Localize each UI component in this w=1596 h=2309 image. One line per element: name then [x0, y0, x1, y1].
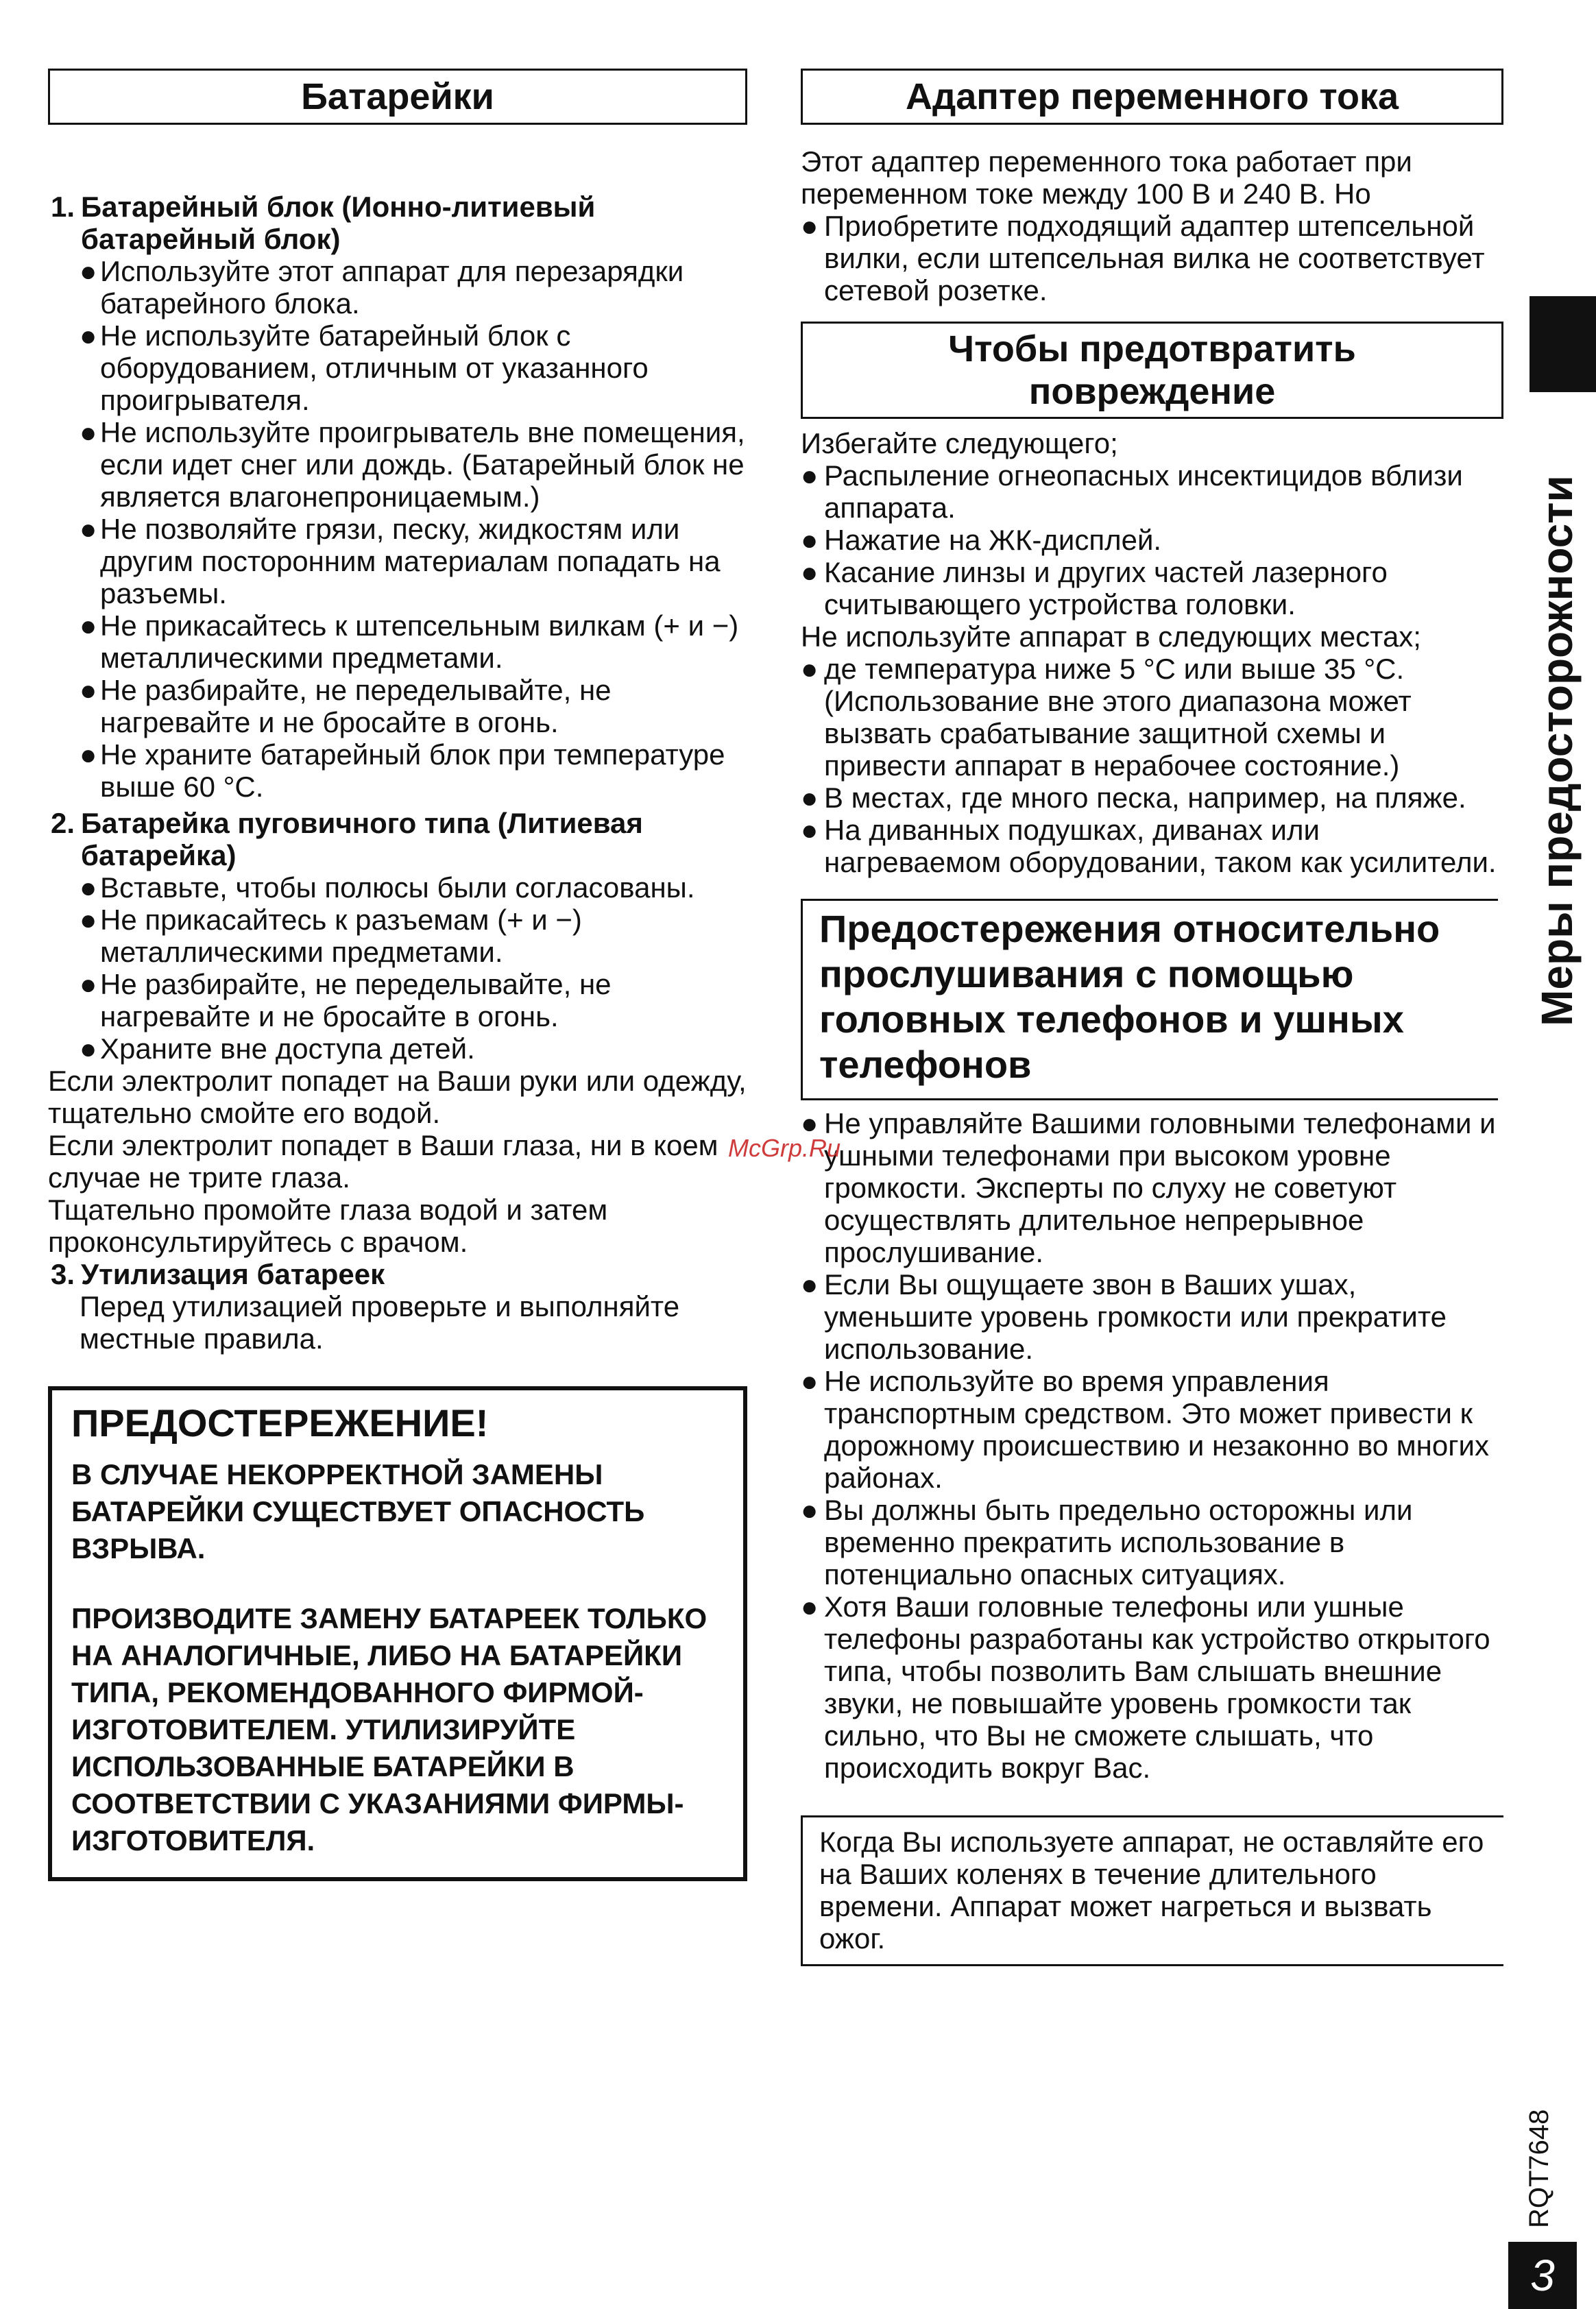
list-item: ● Если Вы ощущаете звон в Ваших ушах, уменьшите уровень громкости или прекратите использование.: [801, 1268, 1447, 1365]
section-1-number: 1.: [51, 191, 75, 223]
watermark: McGrp.Ru: [728, 1134, 841, 1162]
adapter-text: Этот адаптер переменного тока работает при переменном токе между 100 В и 240 В. Но: [801, 145, 1412, 210]
section-1-heading: [48, 191, 747, 255]
list-item: ● Не прикасайтесь к штепсельным вилкам (+ и −) металлическими предметами.: [80, 609, 739, 674]
list-item: ● Вставьте, чтобы полюсы были согласованы.: [80, 871, 695, 904]
adapter-heading: Адаптер переменного тока: [801, 69, 1503, 125]
bullet-icon: ●: [801, 524, 819, 556]
list-item: ● Касание линзы и других частей лазерного считывающего устройства головки.: [801, 556, 1388, 620]
note-text: Когда Вы используете аппарат, не оставляйте его на Ваших коленях в течение длительного времени. Аппарат может нагреться и вызвать ожог.: [819, 1826, 1484, 1955]
bullet-icon: ●: [80, 968, 97, 1000]
avoid-intro: Избегайте следующего;: [801, 427, 1118, 459]
bullet-icon: ●: [801, 653, 819, 685]
model-code: RQT7648: [1524, 2109, 1554, 2228]
section-2-title: Батарейка пуговичного типа (Литиевая батарейка): [81, 807, 643, 871]
warning-title: ПРЕДОСТЕРЕЖЕНИЕ!: [71, 1401, 489, 1444]
avoid-list: [801, 459, 1503, 620]
bullet-icon: ●: [80, 416, 97, 448]
right-column: [801, 69, 1503, 1966]
list-item: ● Не используйте проигрыватель вне помещения, если идет снег или дождь. (Батарейный блок не является влагонепроницаемым.): [80, 416, 745, 513]
electrolyte-eyes-text: Если электролит попадет в Ваши глаза, ни в коем случае не трите глаза.: [48, 1129, 718, 1194]
bullet-icon: ●: [801, 1591, 819, 1623]
section-2-number: 2.: [51, 807, 75, 839]
section-3-heading: [48, 1258, 747, 1290]
bullet-icon: ●: [801, 1107, 819, 1139]
bullet-icon: ●: [80, 255, 97, 287]
list-item: ● Не прикасайтесь к разъемам (+ и −) металлическими предметами.: [80, 904, 582, 968]
bullet-icon: ●: [801, 814, 819, 846]
batteries-heading: Батарейки: [48, 69, 747, 125]
side-section-title: Меры предосторожности: [1532, 475, 1582, 1026]
bullet-icon: ●: [80, 738, 97, 771]
disposal-text: Перед утилизацией проверьте и выполняйте местные правила.: [80, 1290, 680, 1355]
adapter-list: [801, 210, 1503, 306]
section-3-title: Утилизация батареек: [81, 1258, 385, 1290]
list-item: ● Приобретите подходящий адаптер штепсельной вилки, если штепсельная вилка не соответствует сетевой розетке.: [801, 210, 1485, 306]
note-box: [801, 1815, 1503, 1966]
warning-explosion-text: В СЛУЧАЕ НЕКОРРЕКТНОЙ ЗАМЕНЫ БАТАРЕЙКИ СУЩЕСТВУЕТ ОПАСНОСТЬ ВЗРЫВА.: [71, 1458, 645, 1564]
bullet-icon: ●: [80, 871, 97, 904]
list-item: ● Не разбирайте, не переделывайте, не нагревайте и не бросайте в огонь.: [80, 968, 612, 1032]
damage-heading: Чтобы предотвратить повреждение: [801, 322, 1503, 419]
left-column: [48, 69, 747, 1881]
places-list: [801, 653, 1503, 878]
warning-replacement-text: ПРОИЗВОДИТЕ ЗАМЕНУ БАТАРЕЕК ТОЛЬКО НА АНАЛОГИЧНЫЕ, ЛИБО НА БАТАРЕЙКИ ТИПА, РЕКОМЕНДОВАННОГО ФИРМОЙ-ИЗГОТОВИТЕЛЕМ. УТИЛИЗИРУЙТЕ ИСПОЛЬЗОВАННЫЕ БАТАРЕЙКИ В СООТВЕТСТВИИ С УКАЗАНИЯМИ ФИРМЫ-ИЗГОТОВИТЕЛЯ.: [71, 1602, 708, 1857]
list-item: ● Используйте этот аппарат для перезарядки батарейного блока.: [80, 255, 684, 319]
section-2-heading: [48, 807, 747, 871]
warning-box: [48, 1386, 747, 1881]
list-item: ● Хотя Ваши головные телефоны или ушные телефоны разработаны как устройство открытого типа, чтобы позволить Вам слышать внешние звуки, не повышайте уровень громкости так сильно, что Вы не сможете слышать, что происходить вокруг Вас.: [801, 1591, 1490, 1784]
bullet-icon: ●: [80, 513, 97, 545]
listening-heading: Предостережения относительно прослушивания с помощью головных телефонов и ушных телефонов: [819, 907, 1440, 1086]
bullet-icon: ●: [801, 556, 819, 588]
bullet-icon: ●: [801, 1365, 819, 1397]
list-item: ● Нажатие на ЖК-дисплей.: [801, 524, 1162, 556]
list-item: ● Распыление огнеопасных инсектицидов вблизи аппарата.: [801, 459, 1463, 524]
section-2-list: [48, 871, 747, 1065]
bullet-icon: ●: [80, 904, 97, 936]
bullet-icon: ●: [801, 1494, 819, 1526]
listening-heading-box: [801, 899, 1498, 1100]
list-item: ● Не управляйте Вашими головными телефонами и ушными телефонами при высоком уровне громкости. Эксперты по слуху не советуют осуществлять длительное непрерывное прослушивание.: [801, 1107, 1496, 1268]
list-item: ● В местах, где много песка, например, на пляже.: [801, 782, 1466, 814]
rinse-eyes-text: Тщательно промойте глаза водой и затем проконсультируйтесь с врачом.: [48, 1194, 608, 1258]
list-item: ● де температура ниже 5 °C или выше 35 °C. (Использование вне этого диапазона может вызвать срабатывание защитной схемы и привести аппарат в нерабочее состояние.): [801, 653, 1412, 782]
bullet-icon: ●: [801, 1268, 819, 1301]
list-item: ● Не храните батарейный блок при температуре выше 60 °C.: [80, 738, 725, 803]
list-item: ● Не используйте во время управления транспортным средством. Это может привести к дорожному происшествию и незаконно во многих районах.: [801, 1365, 1489, 1494]
page-number: 3: [1508, 2242, 1577, 2309]
section-1-title: Батарейный блок (Ионно-литиевый батарейный блок): [81, 191, 596, 255]
section-tab-marker: [1530, 296, 1596, 392]
list-item: ● Не используйте батарейный блок с оборудованием, отличным от указанного проигрывателя.: [80, 319, 649, 416]
section-1-list: [48, 255, 747, 803]
list-item: ● Не позволяйте грязи, песку, жидкостям или другим посторонним материалам попадать на разъемы.: [80, 513, 721, 609]
list-item: ● Не разбирайте, не переделывайте, не нагревайте и не бросайте в огонь.: [80, 674, 612, 738]
bullet-icon: ●: [801, 459, 819, 492]
places-intro: Не используйте аппарат в следующих местах;: [801, 620, 1421, 653]
listening-list: [801, 1107, 1503, 1784]
list-item: ● Храните вне доступа детей.: [80, 1032, 475, 1065]
electrolyte-hands-text: Если электролит попадет на Ваши руки или одежду, тщательно смойте его водой.: [48, 1065, 747, 1129]
bullet-icon: ●: [80, 674, 97, 706]
bullet-icon: ●: [801, 782, 819, 814]
bullet-icon: ●: [801, 210, 819, 242]
bullet-icon: ●: [80, 1032, 97, 1065]
list-item: ● На диванных подушках, диванах или нагреваемом оборудовании, таком как усилители.: [801, 814, 1497, 878]
bullet-icon: ●: [80, 609, 97, 642]
bullet-icon: ●: [80, 319, 97, 352]
list-item: ● Вы должны быть предельно осторожны или временно прекратить использование в потенциально опасных ситуациях.: [801, 1494, 1413, 1591]
section-3-number: 3.: [51, 1258, 75, 1290]
